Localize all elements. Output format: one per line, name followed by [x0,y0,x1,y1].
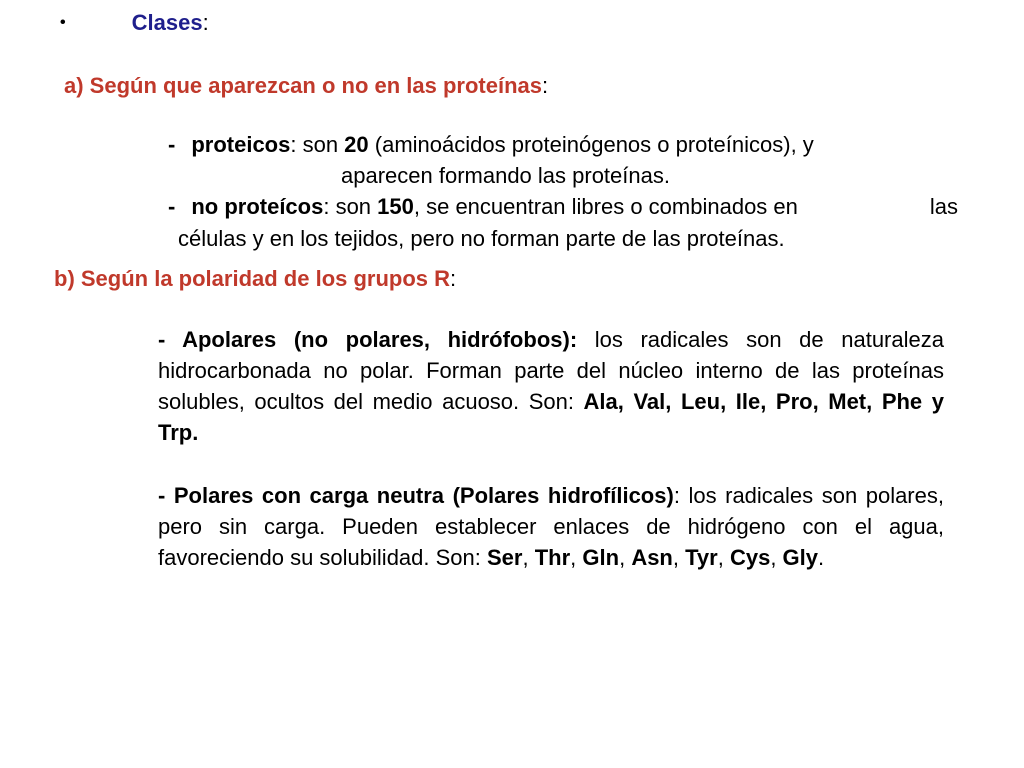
clases-heading [60,10,209,36]
polares-paragraph: - Polares con carga neutra (Polares hidrofílicos): los radicales son polares, pero sin carga. Pueden establecer enlaces de hidrógeno con el agua, favoreciendo su solubilidad. Son: Ser, Thr, Gln, Asn, Tyr, Cys, Gly. [158,483,944,570]
clases-colon: : [202,10,209,35]
no-proteicos-term: no proteícos [191,194,324,219]
polares-head: - Polares con carga neutra (Polares hidrofílicos) [158,483,674,508]
apolares-amino-list: Ala, Val, Leu, Ile, Pro, Met, Phe y Trp. [158,389,944,445]
proteicos-line-1: - proteicos: son 20 (aminoácidos proteinógenos o proteínicos), y [168,132,814,157]
bullet-icon: • [60,14,66,31]
apolares-head: - Apolares (no polares, hidrófobos): [158,327,578,352]
no-proteicos-line-2: células y en los tejidos, pero no forman parte de las proteínas. [178,226,785,251]
proteicos-line-2: aparecen formando las proteínas. [341,163,670,188]
no-proteicos-line-1: - no proteícos: son 150, se encuentran libres o combinados en las [168,194,958,219]
section-a-label: a) Según que aparezcan o no en las proteínas: [64,73,549,98]
section-b-label: b) Según la polaridad de los grupos R: [54,266,457,291]
proteicos-term: proteicos [191,132,291,157]
apolares-paragraph: - Apolares (no polares, hidrófobos): los radicales son de naturaleza hidrocarbonada no polar. Forman parte del núcleo interno de las proteínas solubles, ocultos del medio acuoso. Son: Ala, Val, Leu, Ile, Pro, Met, Phe y Trp. [158,327,944,445]
clases-title: Clases [131,10,203,35]
